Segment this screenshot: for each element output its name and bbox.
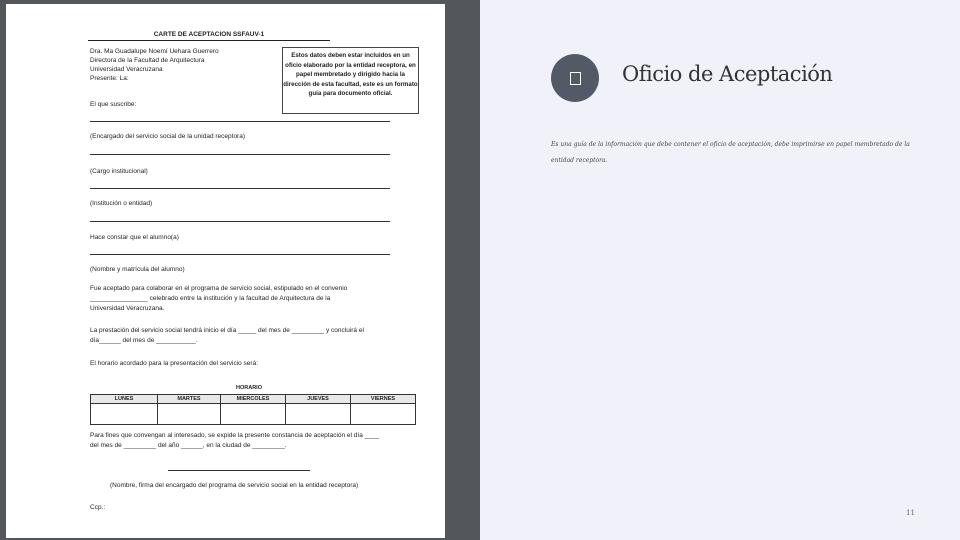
- fill-line: [90, 188, 390, 189]
- fill-line: [90, 254, 390, 255]
- document-page: [6, 4, 445, 538]
- firma-label: (Nombre, firma del encargado del programa de servicio social en la entidad receptora): [110, 482, 359, 489]
- cargo-label: (Cargo institucional): [90, 168, 148, 175]
- fill-line: [90, 121, 390, 122]
- horario-caption: HORARIO: [236, 385, 262, 391]
- fill-line: [90, 221, 390, 222]
- slide-heading: Oficio de Aceptación: [622, 62, 833, 86]
- recipient-line: Universidad Veracruzana: [90, 66, 163, 73]
- nombre-matricula-label: (Nombre y matrícula del alumno): [90, 266, 185, 273]
- schedule-cell: [158, 404, 221, 425]
- aceptado-text: ________________ celebrado entre la institución y la facultad de Arquitectura de la: [90, 295, 331, 302]
- signature-line: [168, 470, 310, 471]
- subscriber-label: El que suscribe:: [90, 101, 137, 108]
- prestacion-text: La prestación del servicio social tendrá inicio el día _____ del mes de _________ y concluirá el: [90, 327, 364, 334]
- day-header: MIERCOLES: [221, 395, 286, 404]
- square-icon: [570, 72, 581, 85]
- day-header: MARTES: [158, 395, 221, 404]
- schedule-cell: [351, 404, 416, 425]
- ccp-label: Ccp.:: [90, 504, 106, 511]
- notice-box: Estos datos deben estar incluidos en un oficio elaborado por la entidad receptora, en papel membretado y dirigido hacia la dirección de esta facultad, este es un formato guía para documento oficial.: [282, 47, 419, 114]
- aceptado-text: Universidad Veracruzana.: [90, 305, 165, 312]
- aceptado-text: Fue aceptado para colaborar en el programa de servicio social, estipulado en el convenio: [90, 285, 348, 292]
- document-title: CARTE DE ACEPTACION SSFAUV-1: [88, 30, 330, 41]
- fines-text: Para fines que convengan al interesado, se expide la presente constancia de aceptación el día ____: [90, 432, 380, 439]
- schedule-table: [90, 394, 416, 425]
- hace-constar-label: Hace constar que el alumno(a): [90, 234, 179, 241]
- recipient-line: Presente: La:: [90, 75, 129, 82]
- day-header: JUEVES: [286, 395, 351, 404]
- day-header: LUNES: [91, 395, 158, 404]
- schedule-cell: [286, 404, 351, 425]
- fines-text: del mes de _________ del año ______, en la ciudad de _________.: [90, 442, 287, 449]
- slide-body: Es una guía de la información que debe contener el oficio de aceptación, debe imprimirse en papel membretado de la entidad receptora.: [551, 141, 910, 164]
- horario-text: El horario acordado para la presentación del servicio será:: [90, 360, 259, 367]
- institucion-label: (Institución o entidad): [90, 200, 153, 207]
- recipient-line: Directora de la Facultad de Arquitectura: [90, 57, 205, 64]
- encargado-label: (Encargado del servicio social de la unidad receptora): [90, 133, 246, 140]
- section-badge: [551, 54, 599, 102]
- prestacion-text: día______ del mes de ___________.: [90, 337, 198, 344]
- day-header: VIERNES: [351, 395, 416, 404]
- page-number: 11: [906, 509, 915, 517]
- recipient-line: Dra. Ma Guadalupe Noemí Uehara Guerrero: [90, 48, 219, 55]
- schedule-cell: [221, 404, 286, 425]
- schedule-cell: [91, 404, 158, 425]
- fill-line: [90, 154, 390, 155]
